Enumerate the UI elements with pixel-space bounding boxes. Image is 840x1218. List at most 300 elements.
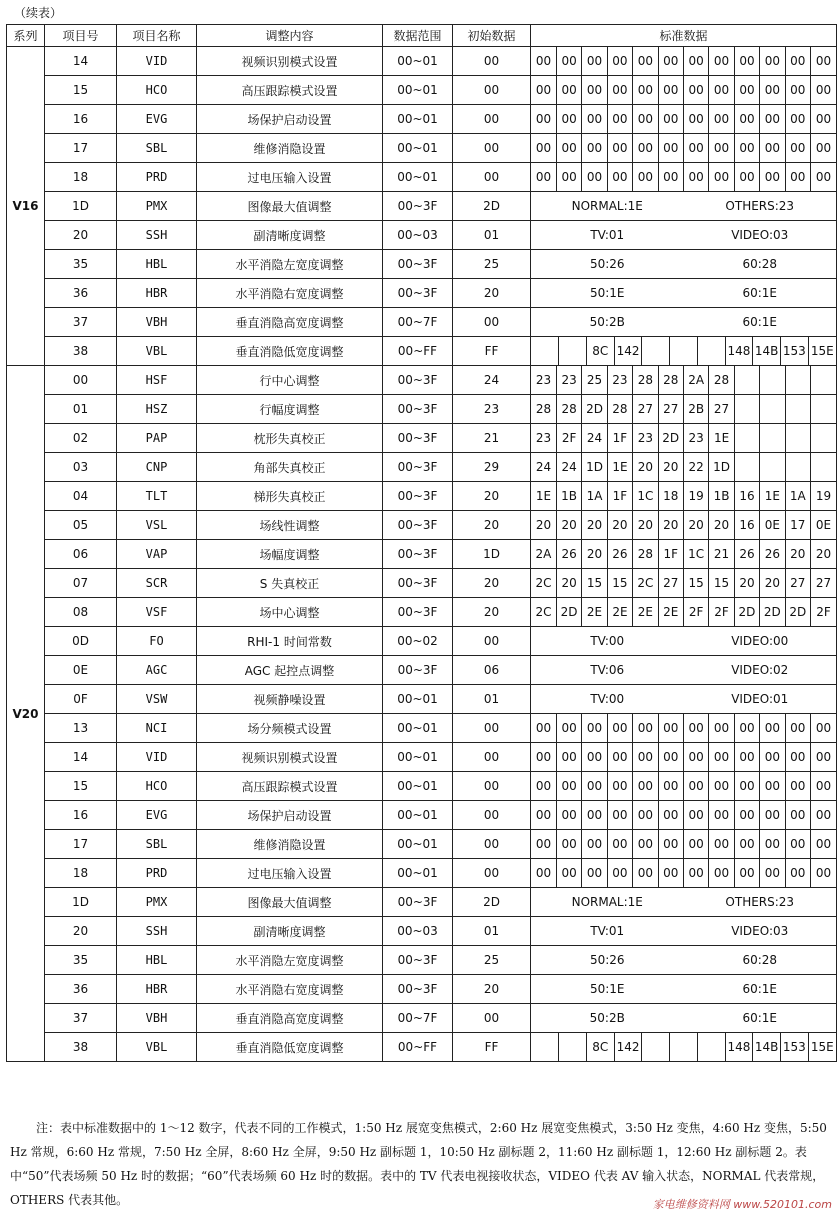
standard-value: 19: [810, 482, 836, 510]
header-initial: 初始数据: [453, 25, 531, 47]
standard-value: 00: [785, 743, 810, 771]
standard-value: 00: [785, 772, 810, 800]
standard-value: 00: [658, 830, 683, 858]
item-no-cell: 08: [45, 598, 117, 627]
content-cell: 梯形失真校正: [197, 482, 383, 511]
standard-value: 00: [658, 859, 683, 887]
standard-data-cell: [531, 598, 837, 627]
table-row: [7, 511, 837, 540]
standard-value: 00: [658, 76, 683, 104]
initial-cell: 00: [453, 105, 531, 134]
item-name-cell: SSH: [117, 917, 197, 946]
range-cell: 00~03: [383, 917, 453, 946]
content-cell: 水平消隐右宽度调整: [197, 975, 383, 1004]
standard-value: 27: [658, 569, 683, 597]
range-cell: 00~01: [383, 830, 453, 859]
standard-value: 00: [760, 772, 785, 800]
content-cell: RHI-1 时间常数: [197, 627, 383, 656]
standard-value: 00: [683, 859, 708, 887]
content-cell: 水平消隐左宽度调整: [197, 250, 383, 279]
header-item-name: 项目名称: [117, 25, 197, 47]
standard-value: 00: [810, 859, 836, 887]
standard-value: 00: [734, 47, 759, 75]
standard-value: 00: [734, 134, 759, 162]
initial-cell: FF: [453, 337, 531, 366]
standard-mode-value: TV:01: [590, 228, 625, 242]
item-name-cell: NCI: [117, 714, 197, 743]
content-cell: 场幅度调整: [197, 540, 383, 569]
range-cell: 00~3F: [383, 888, 453, 917]
series-cell: V16: [7, 47, 45, 366]
range-cell: 00~3F: [383, 598, 453, 627]
standard-value: 8C: [586, 1033, 614, 1061]
content-cell: 副清晰度调整: [197, 221, 383, 250]
standard-value: 1A: [785, 482, 810, 510]
standard-value: 00: [734, 163, 759, 191]
standard-value: 2C: [535, 576, 552, 590]
standard-value: 00: [607, 830, 632, 858]
item-name-cell: SCR: [117, 569, 197, 598]
standard-value: 23: [535, 431, 552, 445]
standard-value: 16: [734, 511, 759, 539]
range-cell: 00~01: [383, 105, 453, 134]
standard-value: 148: [725, 337, 753, 365]
standard-value: 00: [760, 714, 785, 742]
standard-value: [760, 366, 785, 394]
standard-value: [670, 1033, 698, 1061]
standard-value: 1D: [709, 453, 734, 481]
standard-value: 00: [785, 801, 810, 829]
standard-data-cell: [531, 76, 837, 105]
standard-data-cell: [531, 859, 837, 888]
standard-value: 00: [607, 76, 632, 104]
standard-mode-value: 50:26: [589, 953, 625, 967]
standard-value: 00: [607, 743, 632, 771]
standard-data-cell: [531, 685, 837, 714]
standard-value: 27: [709, 395, 734, 423]
standard-data-cell: [531, 453, 837, 482]
header-series: 系列: [7, 25, 45, 47]
standard-mode-value: TV:00: [590, 692, 625, 706]
item-name-cell: VSW: [117, 685, 197, 714]
standard-mode-value: 60:28: [742, 257, 778, 271]
item-no-cell: 15: [45, 76, 117, 105]
header-range: 数据范围: [383, 25, 453, 47]
standard-value: 00: [658, 163, 683, 191]
standard-value: 20: [683, 511, 708, 539]
initial-cell: 20: [453, 279, 531, 308]
standard-value: [785, 424, 810, 452]
standard-value: 1F: [607, 482, 632, 510]
standard-data-cell: [531, 830, 837, 859]
standard-mode-value: VIDEO:00: [731, 634, 789, 648]
content-cell: 高压跟踪模式设置: [197, 772, 383, 801]
standard-data-cell: [531, 540, 837, 569]
standard-value: 00: [535, 779, 552, 793]
item-name-cell: EVG: [117, 801, 197, 830]
standard-value: 00: [535, 170, 552, 184]
initial-cell: 25: [453, 250, 531, 279]
standard-value: 00: [709, 801, 734, 829]
range-cell: 00~01: [383, 685, 453, 714]
table-row: [7, 308, 837, 337]
standard-value: 00: [535, 141, 552, 155]
table-row: [7, 772, 837, 801]
item-name-cell: HSZ: [117, 395, 197, 424]
standard-value: 1E: [535, 489, 552, 503]
table-row: [7, 830, 837, 859]
item-name-cell: VBL: [117, 337, 197, 366]
standard-value: 00: [683, 830, 708, 858]
standard-value: 00: [658, 743, 683, 771]
standard-data-cell: [531, 192, 837, 221]
standard-value: 00: [582, 830, 607, 858]
standard-value: 00: [709, 105, 734, 133]
standard-value: 00: [683, 801, 708, 829]
standard-value: 26: [760, 540, 785, 568]
standard-value: 00: [556, 801, 581, 829]
standard-value: 00: [582, 772, 607, 800]
standard-value: [734, 453, 759, 481]
standard-value: 19: [683, 482, 708, 510]
standard-value: 142: [614, 337, 642, 365]
standard-value: 28: [633, 540, 658, 568]
standard-value: 15E: [808, 337, 836, 365]
standard-value: 2C: [633, 569, 658, 597]
standard-value: 20: [633, 511, 658, 539]
range-cell: 00~3F: [383, 395, 453, 424]
standard-value: 00: [760, 830, 785, 858]
item-no-cell: 0F: [45, 685, 117, 714]
standard-value: 00: [683, 134, 708, 162]
standard-value: 00: [556, 743, 581, 771]
standard-value: 00: [535, 721, 552, 735]
standard-value: 2D: [658, 424, 683, 452]
item-name-cell: SBL: [117, 134, 197, 163]
standard-value: 00: [785, 47, 810, 75]
standard-value: 2D: [556, 598, 581, 626]
standard-value: 00: [535, 808, 552, 822]
standard-value: [734, 366, 759, 394]
standard-data-cell: [531, 279, 837, 308]
table-row: [7, 656, 837, 685]
range-cell: 00~01: [383, 47, 453, 76]
item-no-cell: 37: [45, 308, 117, 337]
initial-cell: 20: [453, 482, 531, 511]
standard-data-cell: [531, 163, 837, 192]
table-row: [7, 76, 837, 105]
standard-value: 153: [780, 337, 808, 365]
standard-data-cell: [531, 1033, 837, 1062]
item-no-cell: 36: [45, 279, 117, 308]
range-cell: 00~01: [383, 743, 453, 772]
standard-value: 00: [556, 859, 581, 887]
standard-value: [642, 1033, 670, 1061]
initial-cell: 00: [453, 714, 531, 743]
standard-value: 00: [810, 830, 836, 858]
standard-value: 14B: [753, 337, 781, 365]
standard-value: 00: [535, 837, 552, 851]
standard-mode-value: VIDEO:01: [731, 692, 789, 706]
item-name-cell: FO: [117, 627, 197, 656]
standard-value: 27: [785, 569, 810, 597]
item-name-cell: PRD: [117, 859, 197, 888]
standard-mode-value: 60:1E: [742, 286, 778, 300]
standard-value: 00: [582, 163, 607, 191]
standard-value: 2A: [535, 547, 552, 561]
range-cell: 00~01: [383, 801, 453, 830]
standard-value: 1B: [709, 482, 734, 510]
standard-value: 00: [734, 714, 759, 742]
standard-value: 00: [734, 772, 759, 800]
range-cell: 00~3F: [383, 192, 453, 221]
standard-value: 00: [683, 743, 708, 771]
initial-cell: 20: [453, 569, 531, 598]
standard-value: 2F: [683, 598, 708, 626]
standard-value: 00: [709, 47, 734, 75]
initial-cell: 06: [453, 656, 531, 685]
standard-value: 00: [760, 105, 785, 133]
standard-value: 27: [810, 569, 836, 597]
standard-value: [785, 395, 810, 423]
standard-value: 00: [658, 105, 683, 133]
standard-value: 00: [683, 47, 708, 75]
standard-value: 20: [535, 518, 552, 532]
standard-value: 00: [535, 866, 552, 880]
standard-value: 18: [658, 482, 683, 510]
standard-value: 15: [607, 569, 632, 597]
item-name-cell: VBH: [117, 1004, 197, 1033]
standard-value: 24: [556, 453, 581, 481]
standard-value: [642, 337, 670, 365]
item-name-cell: PAP: [117, 424, 197, 453]
item-name-cell: HSF: [117, 366, 197, 395]
table-row: [7, 337, 837, 366]
header-content: 调整内容: [197, 25, 383, 47]
item-no-cell: 38: [45, 1033, 117, 1062]
initial-cell: 23: [453, 395, 531, 424]
item-no-cell: 36: [45, 975, 117, 1004]
table-row: [7, 453, 837, 482]
table-header-row: [7, 25, 837, 47]
standard-value: 00: [582, 105, 607, 133]
item-no-cell: 07: [45, 569, 117, 598]
standard-data-cell: [531, 627, 837, 656]
standard-value: 20: [658, 453, 683, 481]
standard-value: 2F: [709, 598, 734, 626]
standard-value: 1D: [582, 453, 607, 481]
standard-value: 00: [658, 772, 683, 800]
standard-value: 00: [633, 830, 658, 858]
standard-value: 00: [556, 134, 581, 162]
item-no-cell: 06: [45, 540, 117, 569]
range-cell: 00~3F: [383, 656, 453, 685]
series-cell: V20: [7, 366, 45, 1062]
content-cell: 水平消隐左宽度调整: [197, 946, 383, 975]
initial-cell: 1D: [453, 540, 531, 569]
footnote: 注：表中标准数据中的 1～12 数字，代表不同的工作模式，1:50 Hz 展宽变焦模式，2:60 Hz 展宽变焦模式，3:50 Hz 变焦，4:60 Hz 变焦，5:50 Hz 常规，6:60 Hz 常规，7:50 Hz 全屏，8:60 Hz 全屏，9:50 Hz 副标题 1，10:50 Hz 副标题 2，11:60 Hz 副标题 1，12:60 Hz 副标题 2。表中“50”代表场频 50 Hz 时的数据；“60”代表场频 60 Hz 时的数据。表中的 TV 代表电视接收状态，VIDEO 代表 AV 输入状态，NORMAL 代表常规，OTHERS 代表其他。: [10, 1121, 827, 1207]
item-name-cell: HBL: [117, 946, 197, 975]
table-row: [7, 627, 837, 656]
standard-value: [531, 1033, 559, 1061]
standard-value: 00: [810, 772, 836, 800]
standard-mode-value: 50:26: [589, 257, 625, 271]
range-cell: 00~3F: [383, 569, 453, 598]
initial-cell: 00: [453, 772, 531, 801]
standard-value: 00: [582, 714, 607, 742]
standard-value: 20: [633, 453, 658, 481]
standard-value: 00: [810, 76, 836, 104]
adjustment-table: [6, 24, 837, 1062]
standard-value: 20: [556, 569, 581, 597]
standard-value: [531, 337, 559, 365]
range-cell: 00~3F: [383, 366, 453, 395]
standard-value: 00: [582, 134, 607, 162]
table-row: [7, 598, 837, 627]
content-cell: S 失真校正: [197, 569, 383, 598]
standard-value: 00: [658, 47, 683, 75]
item-name-cell: VSL: [117, 511, 197, 540]
standard-data-cell: [531, 772, 837, 801]
initial-cell: 00: [453, 76, 531, 105]
standard-value: 1E: [760, 482, 785, 510]
initial-cell: 00: [453, 627, 531, 656]
content-cell: 副清晰度调整: [197, 917, 383, 946]
standard-value: 00: [658, 801, 683, 829]
content-cell: 视频静噪设置: [197, 685, 383, 714]
item-no-cell: 35: [45, 250, 117, 279]
item-no-cell: 13: [45, 714, 117, 743]
standard-value: 1E: [607, 453, 632, 481]
standard-value: 00: [607, 859, 632, 887]
standard-mode-value: TV:06: [590, 663, 625, 677]
initial-cell: 00: [453, 163, 531, 192]
standard-mode-value: 50:1E: [589, 286, 625, 300]
table-row: [7, 163, 837, 192]
range-cell: 00~3F: [383, 540, 453, 569]
standard-data-cell: [531, 888, 837, 917]
content-cell: 视频识别模式设置: [197, 743, 383, 772]
standard-mode-value: OTHERS:23: [725, 895, 795, 909]
initial-cell: 01: [453, 685, 531, 714]
content-cell: 角部失真校正: [197, 453, 383, 482]
item-name-cell: HCO: [117, 772, 197, 801]
standard-value: 25: [582, 366, 607, 394]
table-row: [7, 424, 837, 453]
item-name-cell: VID: [117, 743, 197, 772]
standard-value: 00: [633, 772, 658, 800]
standard-value: 00: [785, 105, 810, 133]
range-cell: 00~01: [383, 76, 453, 105]
standard-value: 00: [810, 47, 836, 75]
range-cell: 00~FF: [383, 337, 453, 366]
standard-value: 00: [683, 163, 708, 191]
standard-value: 27: [633, 395, 658, 423]
standard-value: 2D: [760, 598, 785, 626]
content-cell: 过电压输入设置: [197, 163, 383, 192]
standard-value: 1E: [709, 424, 734, 452]
item-no-cell: 18: [45, 859, 117, 888]
standard-value: 00: [709, 830, 734, 858]
standard-value: 00: [810, 163, 836, 191]
standard-mode-value: TV:00: [590, 634, 625, 648]
item-no-cell: 16: [45, 105, 117, 134]
standard-data-cell: [531, 395, 837, 424]
standard-value: 00: [535, 750, 552, 764]
initial-cell: 00: [453, 134, 531, 163]
standard-data-cell: [531, 975, 837, 1004]
item-no-cell: 02: [45, 424, 117, 453]
item-no-cell: 20: [45, 917, 117, 946]
standard-value: 24: [535, 460, 552, 474]
standard-value: 00: [556, 772, 581, 800]
header-item-no: 项目号: [45, 25, 117, 47]
standard-value: 28: [709, 366, 734, 394]
standard-value: 00: [535, 83, 552, 97]
table-row: [7, 1033, 837, 1062]
standard-mode-value: VIDEO:03: [731, 924, 789, 938]
standard-value: 2A: [683, 366, 708, 394]
standard-value: 00: [582, 801, 607, 829]
table-row: [7, 279, 837, 308]
standard-mode-value: TV:01: [590, 924, 625, 938]
initial-cell: 21: [453, 424, 531, 453]
standard-data-cell: [531, 917, 837, 946]
standard-value: 20: [810, 540, 836, 568]
item-name-cell: AGC: [117, 656, 197, 685]
initial-cell: 20: [453, 511, 531, 540]
item-no-cell: 17: [45, 830, 117, 859]
table-row: [7, 917, 837, 946]
standard-value: 00: [785, 76, 810, 104]
standard-value: 00: [810, 714, 836, 742]
content-cell: 图像最大值调整: [197, 192, 383, 221]
watermark: 家电维修资料网 www.520101.com: [652, 1198, 832, 1211]
initial-cell: 24: [453, 366, 531, 395]
content-cell: 过电压输入设置: [197, 859, 383, 888]
standard-value: 00: [760, 859, 785, 887]
standard-value: [559, 337, 587, 365]
standard-value: 00: [810, 105, 836, 133]
content-cell: 维修消隐设置: [197, 134, 383, 163]
standard-value: 28: [658, 366, 683, 394]
item-no-cell: 15: [45, 772, 117, 801]
content-cell: 场中心调整: [197, 598, 383, 627]
item-no-cell: 0D: [45, 627, 117, 656]
standard-value: [760, 424, 785, 452]
initial-cell: 00: [453, 1004, 531, 1033]
standard-value: 23: [535, 373, 552, 387]
standard-value: 2D: [734, 598, 759, 626]
standard-value: [760, 395, 785, 423]
standard-value: 142: [614, 1033, 642, 1061]
standard-value: 20: [785, 540, 810, 568]
range-cell: 00~02: [383, 627, 453, 656]
table-row: [7, 743, 837, 772]
content-cell: 垂直消隐高宽度调整: [197, 1004, 383, 1033]
continued-label: （续表）: [14, 6, 63, 20]
standard-value: 00: [556, 47, 581, 75]
item-no-cell: 17: [45, 134, 117, 163]
standard-data-cell: [531, 656, 837, 685]
standard-mode-value: 50:2B: [589, 315, 625, 329]
content-cell: 水平消隐右宽度调整: [197, 279, 383, 308]
standard-value: 24: [582, 424, 607, 452]
standard-mode-value: OTHERS:23: [725, 199, 795, 213]
standard-value: 15E: [808, 1033, 836, 1061]
standard-data-cell: [531, 134, 837, 163]
standard-value: 00: [658, 134, 683, 162]
